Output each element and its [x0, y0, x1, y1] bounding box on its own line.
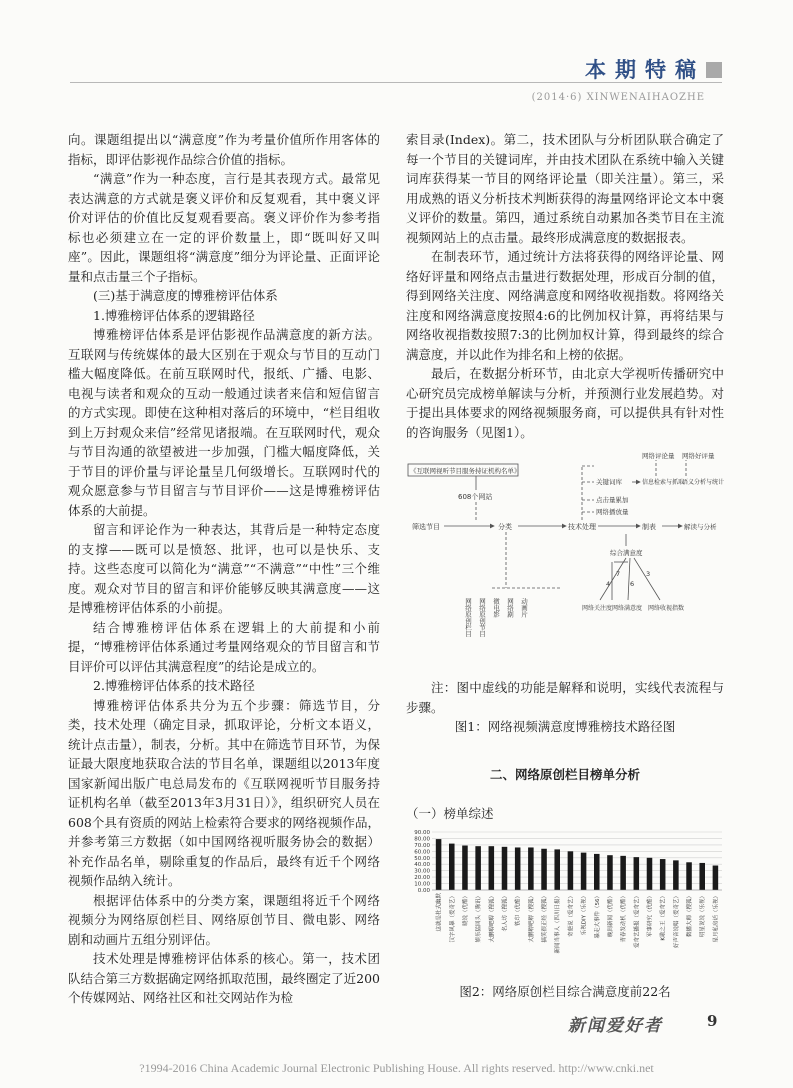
chart-category-label: 晚间新闻（优酷） — [607, 892, 614, 937]
chart-bar — [541, 848, 547, 889]
chart-y-tick-label: 20.00 — [414, 874, 430, 881]
diagram-node: 信息检索与抓取 — [642, 479, 685, 486]
diagram-weight: 7 — [616, 570, 621, 578]
subheading-tech-path: 2.博雅榜评估体系的技术路径 — [93, 678, 255, 693]
diagram-node: 网络评论量 — [642, 452, 675, 460]
chart-bar — [528, 847, 534, 890]
diagram-node: 分类 — [498, 523, 512, 531]
chart-y-tick-label: 40.00 — [414, 861, 430, 868]
section-heading-3: (三)基于满意度的博雅榜评估体系 — [93, 288, 278, 303]
left-column — [68, 130, 380, 1008]
figure-2-caption: 图2：网络原创栏目综合满意度前22名 — [459, 983, 671, 999]
figure-2-bar-chart — [406, 826, 724, 982]
paragraph: 博雅榜评估体系共分为五个步骤：筛选节目，分类，技术处理（确定目录，抓取评论，分析文本语义，统计点击量），制表，分析。其中在筛选节目环节，为保证最大限度地获取合法的节目名单，课题组以2013年度国家新闻出版广电总局发布的《互联网视听节目服务持证机构名单（截至2013年3月31日）》，组织研究人员在608个具有资质的网站上检索符合要求的网络视频作品，并参考第三方数据（如中国网络视听服务协会的数据）补充作品名单，剔除重复的作品后，最终有近千个网络视频作品纳入统计。 — [68, 697, 380, 888]
chart-bar — [699, 862, 705, 889]
chart-category-label: 暴走大事件（56） — [594, 892, 601, 938]
diagram-edge — [600, 558, 626, 600]
paragraph: “满意”作为一种态度，言行是其表现方式。最常见表达满意的方式就是褒义评价和反复观看，其中褒义评价对评估的价值比反复观看要高。褒义评价作为参考指标也必须建立在一定的评价数量上，即“既叫好又叫座”。因此，课题组将“满意度”细分为评论量、正面评论量和点击量三个子指标。 — [68, 171, 380, 284]
chart-bar — [554, 849, 560, 890]
chart-category-label: 娱乐猛回头（腾讯） — [476, 892, 483, 943]
paragraph: 博雅榜评估体系是评估影视作品满意度的新方法。互联网与传统媒体的最大区别在于观众与节目的互动门槛大幅度降低。在前互联网时代，报纸、广播、电影、电视与读者和观众的互动一般通过读者来信和短信留言的方式实现。即使在这种相对落后的环境中，“栏目组收到上万封观众来信”经常见诸报端。在互联网时代，观众与节目沟通的欲望被进一步加强，门槛大幅度降低，关于节目的评价量与评论量呈几何级增长。互联网时代的观众愿意参与节目留言与节目评价——这是博雅榜评估体系的大前提。 — [68, 327, 380, 518]
paragraph: 留言和评论作为一种表达，其背后是一种特定态度的支撑——既可以是愤怒、批评，也可以是快乐、支持。这些态度可以简化为“满意”“不满意”“中性”三个维度。观众对节目的留言和评价能够反映其满意度——这是博雅榜评估体系的小前提。 — [68, 522, 380, 615]
diagram-weight: 6 — [630, 580, 635, 588]
paragraph: 结合博雅榜评估体系在逻辑上的大前提和小前提，“博雅榜评估体系通过考量网络观众的节目留言和节目评价可以评估其满意程度”的结论是成立的。 — [68, 619, 380, 674]
diagram-node: 制表 — [642, 523, 656, 531]
chart-bar — [673, 860, 679, 890]
chart-bar — [502, 846, 508, 889]
journal-logo: 新闻爱好者 — [568, 1016, 663, 1036]
chart-category-label: 汉字风暴（爱奇艺） — [449, 892, 456, 943]
subsection-heading: （一）榜单综述 — [406, 806, 494, 821]
right-column — [406, 130, 724, 1001]
chart-category-label: 爱奇艺播报（爱奇艺） — [634, 892, 641, 948]
chart-bar — [634, 857, 640, 890]
diagram-category-label: 动画片 — [520, 598, 528, 618]
diagram-category-label: 网络原创栏目 — [464, 598, 472, 637]
chart-bar — [515, 847, 521, 890]
diagram-node: 综合满意度 — [610, 549, 643, 557]
chart-bar — [686, 862, 692, 890]
chart-y-tick-label: 0.00 — [417, 887, 430, 894]
chart-category-label: 明星说说（乐视） — [700, 892, 707, 937]
chart-y-tick-label: 80.00 — [414, 835, 430, 842]
chart-bar — [620, 855, 626, 889]
chart-category-label: 搞笑很正经（搜狐） — [542, 892, 549, 943]
diagram-category-list — [464, 597, 528, 639]
header-square-mark — [706, 62, 722, 78]
diagram-node: 关键词库 — [596, 478, 622, 486]
page-number: 9 — [707, 1012, 718, 1030]
paragraph: 技术处理是博雅榜评估体系的核心。第一，技术团队结合第三方数据确定网络抓取范围，最终圈定了近200个传媒网站、网络社区和社交网站作为检 — [68, 951, 380, 1005]
chart-y-tick-label: 60.00 — [414, 848, 430, 855]
journal-section-title: 本期特稿 — [585, 58, 705, 82]
chart-bar — [713, 865, 719, 889]
chart-bar — [449, 843, 455, 889]
chart-category-label: 大鹏嘚吧嘚（搜狐） — [489, 892, 496, 943]
chart-category-label: 星月私房话（乐视） — [713, 892, 720, 943]
chart-category-label: 这就是杜式幽默 — [436, 892, 443, 932]
diagram-node: 解读与分析 — [684, 523, 717, 531]
chart-category-label: 大鹏嘚吧嘚（搜狐） — [528, 892, 535, 943]
diagram-node: 《互联网视听节目服务持证机构名单》 — [410, 467, 521, 475]
diagram-category-label: 微电影 — [492, 598, 500, 618]
chart-category-label: 乐视DIY（乐视） — [581, 892, 588, 935]
paragraph: 索目录(Index)。第二，技术团队与分析团队联合确定了每一个节目的关键词库，并由技术团队在系统中输入关键词库获得某一节目的网络评论量（即关注量）。第三，采用成熟的语义分析技术判断获得的海量网络评论文本中褒义评价的数量。第四，通过系统自动累加各类节目在主流视频网站上的点击量。最终形成满意度的数据报表。 — [406, 132, 724, 245]
chart-bar — [568, 851, 574, 890]
chart-y-tick-label: 70.00 — [414, 842, 430, 849]
diagram-weight: 3 — [646, 570, 651, 578]
chart-category-label: K歌之王（爱奇艺） — [660, 892, 667, 941]
diagram-category-label: 网络原创节目 — [478, 598, 486, 637]
chart-category-label: 军事研究（优酷） — [647, 892, 654, 937]
chart-category-label: 奇葩说（爱奇艺） — [568, 892, 575, 937]
figure-1-note: 注：图中虚线的功能是解释和说明，实线代表流程与步骤。 — [406, 680, 724, 715]
chart-bar — [647, 857, 653, 889]
diagram-edge — [628, 558, 630, 600]
diagram-node: 网络关注度 — [582, 605, 613, 612]
chart-bar — [594, 853, 600, 889]
diagram-node: 608个网站 — [458, 493, 493, 501]
chart-category-label: 新闻当事人（四川日报） — [555, 892, 562, 954]
chart-y-tick-label: 10.00 — [414, 881, 430, 888]
chart-bar — [436, 839, 442, 890]
diagram-node: 网络播放量 — [596, 508, 629, 516]
paragraph: 根据评估体系中的分类方案，课题组将近千个网络视频分为网络原创栏目、网络原创节目、微电影、网络剧和动画片五组分别评估。 — [68, 892, 380, 947]
chart-category-label: 青春发动机（优酷） — [621, 892, 628, 943]
diagram-node: 筛选节目 — [412, 523, 440, 531]
chart-bar — [581, 852, 587, 889]
chart-bar — [660, 859, 666, 890]
chart-category-label: 名人坊（搜狐） — [502, 892, 509, 932]
chart-category-label: 好声音说唱（爱奇艺） — [673, 892, 680, 948]
chart-y-tick-label: 50.00 — [414, 855, 430, 862]
chart-category-label: 晓说（优酷） — [462, 892, 469, 926]
flow-diagram-svg — [406, 450, 724, 674]
section-heading-2: 二、网络原创栏目榜单分析 — [489, 766, 640, 782]
diagram-weight: 4 — [606, 580, 611, 588]
diagram-node: 技术处理 — [568, 523, 596, 531]
chart-category-label: 铁印（优酷） — [515, 892, 522, 926]
diagram-category-label: 网络剧 — [506, 598, 514, 618]
diagram-node: 网络好评量 — [682, 452, 715, 460]
copyright-line: ?1994-2016 China Academic Journal Electronic Publishing House. All rights reserved. http://www.cnki.net — [139, 1061, 654, 1075]
paragraph: 在制表环节，通过统计方法将获得的网络评论量、网络好评量和网络点击量进行数据处理，形成百分制的值，得到网络关注度、网络满意度和网络收视指数。将网络关注度和网络满意度按照4:6的比例加权计算，再将结果与网络收视指数按照7:3的比例加权计算，得到最终的综合满意度，并以此作为排名和上榜的依据。 — [406, 249, 724, 362]
diagram-edge — [634, 558, 660, 600]
chart-y-tick-label: 90.00 — [414, 829, 430, 836]
subheading-logic-path: 1.博雅榜评估体系的逻辑路径 — [93, 307, 255, 323]
figure-1-caption: 图1：网络视频满意度博雅榜技术路径图 — [454, 719, 676, 734]
paragraph: 最后，在数据分析环节，由北京大学视听传播研究中心研究员完成榜单解读与分析，并预测行业发展趋势。对于提出具体要求的网络视频服务商，可以提供具有针对性的咨询服务（见图1）。 — [406, 366, 724, 440]
chart-bar — [607, 855, 613, 890]
diagram-node: 网络收视指数 — [648, 605, 685, 612]
chart-bar — [462, 845, 468, 889]
header-rule — [70, 82, 722, 83]
diagram-node: 网络满意度 — [612, 605, 643, 612]
paragraph: 向。课题组提出以“满意度”作为考量价值所作用客体的指标，即评估影视作品综合价值的指标。 — [68, 132, 380, 167]
diagram-node: 点击量累加 — [596, 496, 629, 504]
bar-chart-svg — [406, 826, 724, 982]
figure-1-flow-diagram — [406, 450, 724, 674]
chart-category-label: 微播大师（搜狐） — [687, 892, 694, 937]
chart-bar — [475, 846, 481, 890]
chart-y-tick-label: 30.00 — [414, 868, 430, 875]
chart-bar — [489, 846, 495, 890]
journal-issue-label: (2014·6) XINWENAIHAOZHE — [531, 92, 705, 103]
diagram-node: 语义分析与统计 — [682, 479, 724, 486]
